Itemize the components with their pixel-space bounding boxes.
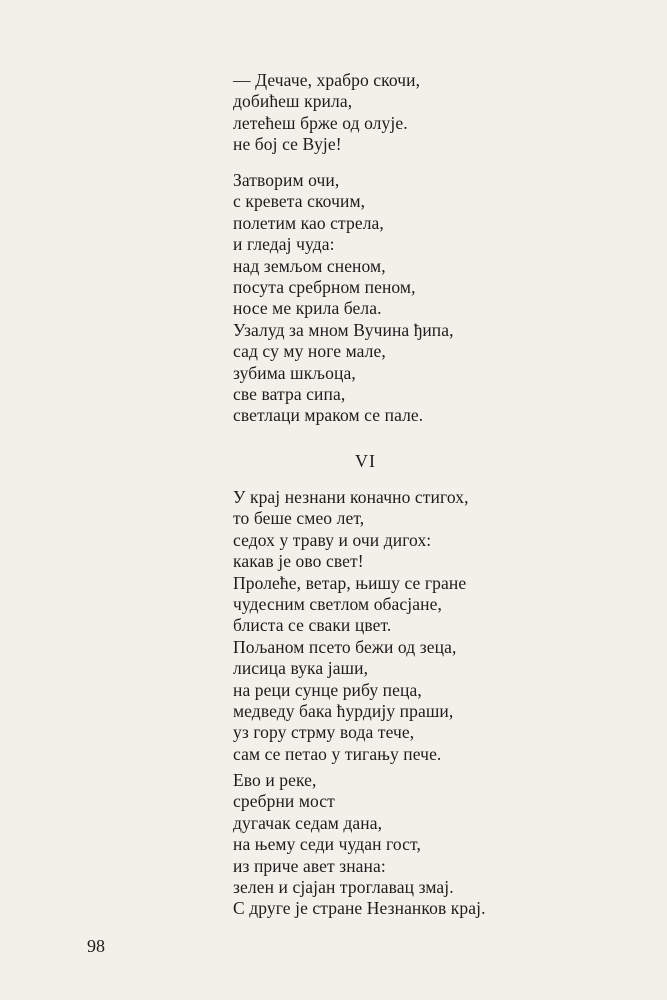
poem-line: зубима шкљоца, bbox=[233, 362, 356, 383]
poem-line: над земљом сненом, bbox=[233, 255, 386, 276]
poem-line: Затворим очи, bbox=[233, 170, 340, 190]
poem-line: блиста се сваки цвет. bbox=[233, 615, 392, 636]
poem-line: медведу бака ћурдију праши, bbox=[233, 701, 454, 722]
poem-line: какав је ово свет! bbox=[233, 551, 364, 572]
stanza-1 bbox=[233, 70, 420, 156]
poem-line: на њему седи чудан гост, bbox=[233, 834, 421, 855]
poem-line: све ватра сипа, bbox=[233, 384, 346, 405]
poem-line: сад су му ноге мале, bbox=[233, 341, 386, 362]
poem-line: летећеш брже од олује. bbox=[233, 112, 408, 133]
poem-line: добићеш крила, bbox=[233, 91, 353, 112]
poem-line: Ево и реке, bbox=[233, 770, 317, 790]
page-number: 98 bbox=[87, 936, 105, 956]
poem-line: уз гору стрму вода тече, bbox=[233, 722, 415, 743]
poem-line: чудесним светлом обасјане, bbox=[233, 594, 442, 615]
stanza-2 bbox=[233, 170, 454, 427]
poem-line: — Дечаче, храбро скочи, bbox=[233, 70, 421, 90]
stanza-4 bbox=[233, 770, 486, 920]
poem-line: посута сребрном пеном, bbox=[233, 277, 416, 298]
poem-line: лисица вука јаши, bbox=[233, 658, 369, 679]
poem-line: У крај незнани коначно стигох, bbox=[233, 487, 469, 507]
poem-line: Пролеће, ветар, њишу се гране bbox=[233, 572, 467, 593]
poem-line: полетим као стрела, bbox=[233, 212, 384, 233]
poem-line: с кревета скочим, bbox=[233, 191, 366, 212]
poem-line: из приче авет знана: bbox=[233, 855, 386, 876]
poem-line: светлаци мраком се пале. bbox=[233, 405, 424, 426]
poem-line: сам се петао у тигању пече. bbox=[233, 743, 442, 764]
poem-line: и гледај чуда: bbox=[233, 234, 335, 255]
poem-line: дугачак седам дана, bbox=[233, 812, 383, 833]
poem-line: Узалуд за мном Вучина ђипа, bbox=[233, 319, 454, 340]
poem-line: носе ме крила бела. bbox=[233, 298, 382, 319]
poem-line: не бој се Вује! bbox=[233, 134, 342, 155]
poem-line: сребрни мост bbox=[233, 791, 335, 812]
poem-line: зелен и сјајан троглавац змај. bbox=[233, 877, 454, 898]
stanza-3 bbox=[233, 487, 469, 765]
poem-line: С друге је стране Незнанков крај. bbox=[233, 898, 486, 919]
poem-line: на реци сунце рибу пеца, bbox=[233, 679, 422, 700]
poem-line: седох у траву и очи дигох: bbox=[233, 529, 432, 550]
poem-line: Пољаном псето бежи од зеца, bbox=[233, 636, 457, 657]
section-heading: VI bbox=[355, 451, 376, 471]
poem-line: то беше смео лет, bbox=[233, 508, 365, 529]
